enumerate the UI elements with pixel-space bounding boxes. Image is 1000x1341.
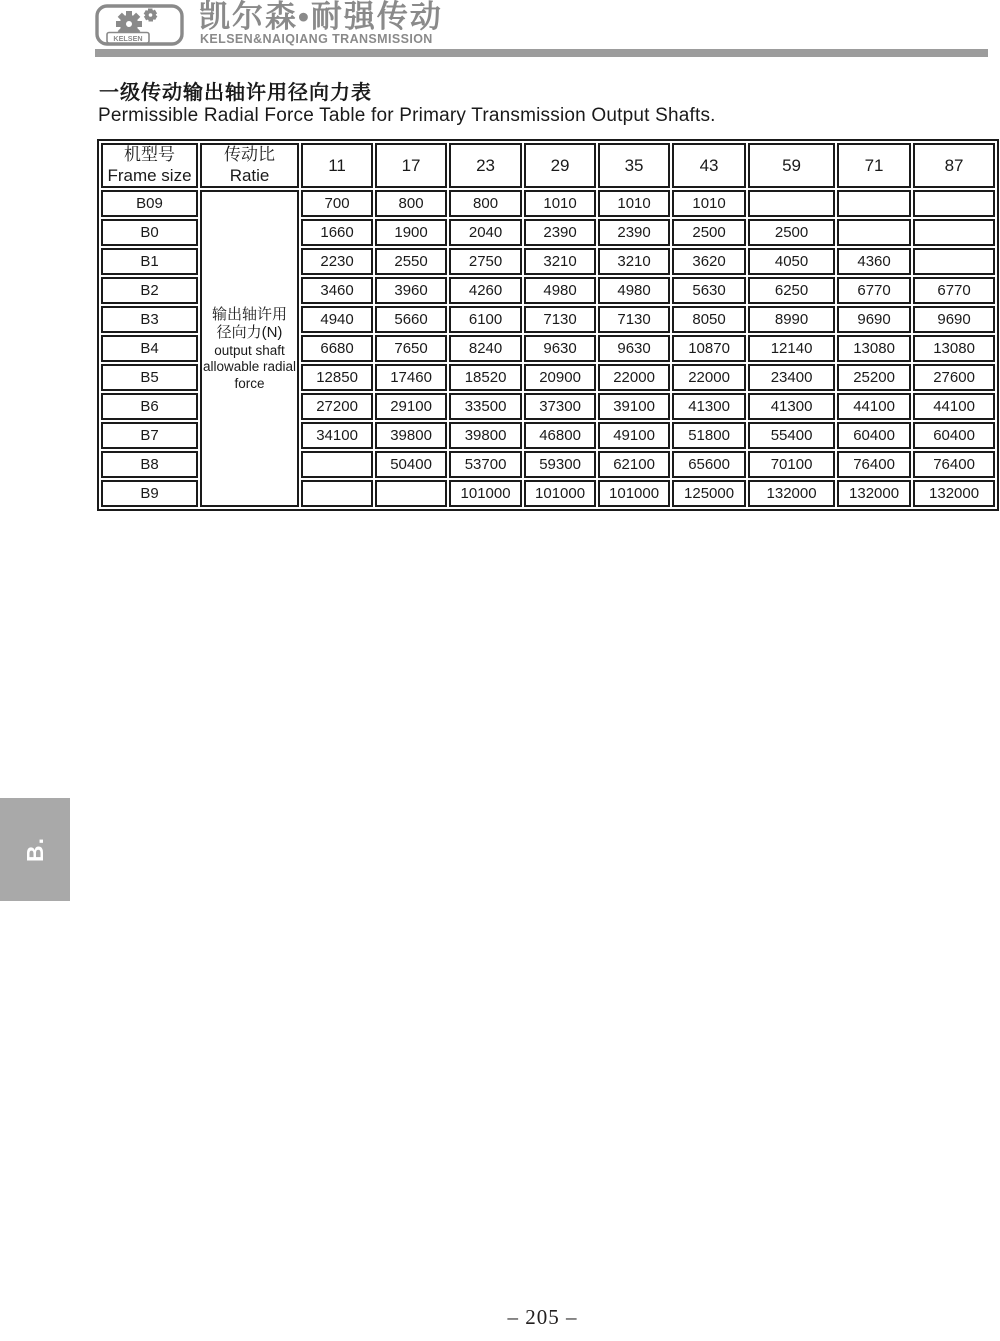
side-index-tab — [0, 798, 70, 901]
ratio-column-header: 23 — [449, 143, 522, 188]
force-value-cell: 7650 — [375, 335, 447, 362]
force-value-cell: 13080 — [913, 335, 995, 362]
section-title-english: Permissible Radial Force Table for Primary Transmission Output Shafts. — [98, 105, 716, 126]
force-value-cell: 9690 — [913, 306, 995, 333]
force-value-cell — [913, 248, 995, 275]
force-value-cell: 29100 — [375, 393, 447, 420]
side-tab-label: B. — [21, 837, 48, 862]
force-value-cell: 6100 — [449, 306, 522, 333]
force-value-cell — [913, 190, 995, 217]
frame-size-cell: B6 — [101, 393, 198, 420]
force-value-cell: 1010 — [598, 190, 670, 217]
force-value-cell: 2390 — [524, 219, 596, 246]
force-value-cell: 8990 — [748, 306, 835, 333]
gears-logo-icon — [95, 4, 184, 46]
merged-cell-line: 径向力(N) — [216, 324, 283, 342]
force-value-cell: 25200 — [837, 364, 911, 391]
ratio-header-cn: 传动比 — [224, 145, 276, 164]
force-value-cell: 7130 — [598, 306, 670, 333]
force-value-cell: 101000 — [598, 480, 670, 507]
frame-size-header-en: Frame size — [107, 165, 192, 185]
frame-size-cell: B09 — [101, 190, 198, 217]
force-value-cell: 17460 — [375, 364, 447, 391]
frame-size-cell: B7 — [101, 422, 198, 449]
force-value-cell: 39800 — [375, 422, 447, 449]
force-value-cell: 55400 — [748, 422, 835, 449]
section-title-chinese: 一级传动输出轴许用径向力表 — [99, 82, 372, 104]
force-value-cell: 27600 — [913, 364, 995, 391]
force-value-cell: 9690 — [837, 306, 911, 333]
force-value-cell: 20900 — [524, 364, 596, 391]
force-value-cell: 44100 — [913, 393, 995, 420]
company-logo — [95, 4, 184, 46]
force-value-cell: 65600 — [672, 451, 746, 478]
force-value-cell: 6250 — [748, 277, 835, 304]
ratio-column-header: 11 — [301, 143, 373, 188]
force-value-cell: 3960 — [375, 277, 447, 304]
force-value-cell — [748, 190, 835, 217]
force-value-cell: 5630 — [672, 277, 746, 304]
force-value-cell: 60400 — [913, 422, 995, 449]
force-value-cell: 62100 — [598, 451, 670, 478]
force-value-cell: 76400 — [837, 451, 911, 478]
force-value-cell: 132000 — [837, 480, 911, 507]
force-value-cell: 3210 — [598, 248, 670, 275]
force-value-cell: 41300 — [672, 393, 746, 420]
force-value-cell: 4050 — [748, 248, 835, 275]
force-value-cell: 1010 — [524, 190, 596, 217]
force-value-cell: 3210 — [524, 248, 596, 275]
force-value-cell: 6680 — [301, 335, 373, 362]
ratio-column-header: 71 — [837, 143, 911, 188]
brand-name-chinese: 凯尔森•耐强传动 — [199, 0, 443, 34]
force-value-cell: 2230 — [301, 248, 373, 275]
force-value-cell: 1010 — [672, 190, 746, 217]
table-body — [101, 190, 995, 507]
merged-cell-line: 输出轴许用 — [212, 305, 288, 323]
force-value-cell: 2750 — [449, 248, 522, 275]
force-value-cell: 9630 — [598, 335, 670, 362]
force-value-cell: 2550 — [375, 248, 447, 275]
force-value-cell: 10870 — [672, 335, 746, 362]
force-value-cell: 22000 — [672, 364, 746, 391]
force-value-cell: 8240 — [449, 335, 522, 362]
force-value-cell: 125000 — [672, 480, 746, 507]
frame-size-cell: B8 — [101, 451, 198, 478]
force-value-cell: 4980 — [524, 277, 596, 304]
force-value-cell: 6770 — [837, 277, 911, 304]
force-value-cell: 2500 — [672, 219, 746, 246]
force-value-cell: 53700 — [449, 451, 522, 478]
force-value-cell: 27200 — [301, 393, 373, 420]
ratio-column-header: 59 — [748, 143, 835, 188]
ratio-column-header: 35 — [598, 143, 670, 188]
force-value-cell: 39800 — [449, 422, 522, 449]
force-value-cell — [301, 451, 373, 478]
frame-size-cell: B2 — [101, 277, 198, 304]
ratio-header-en: Ratie — [229, 165, 270, 185]
frame-size-cell: B9 — [101, 480, 198, 507]
force-value-cell: 1660 — [301, 219, 373, 246]
force-value-cell: 70100 — [748, 451, 835, 478]
force-value-cell: 700 — [301, 190, 373, 217]
force-value-cell: 59300 — [524, 451, 596, 478]
header-divider-bar — [95, 49, 988, 57]
force-value-cell: 46800 — [524, 422, 596, 449]
frame-size-cell: B1 — [101, 248, 198, 275]
force-value-cell: 76400 — [913, 451, 995, 478]
ratio-column-header: 43 — [672, 143, 746, 188]
brand-name-english: KELSEN&NAIQIANG TRANSMISSION — [200, 32, 433, 46]
force-value-cell: 7130 — [524, 306, 596, 333]
force-value-cell: 41300 — [748, 393, 835, 420]
force-value-cell: 39100 — [598, 393, 670, 420]
force-value-cell: 49100 — [598, 422, 670, 449]
force-value-cell: 132000 — [748, 480, 835, 507]
ratio-column-header: 29 — [524, 143, 596, 188]
frame-size-header — [101, 143, 198, 188]
page-number: – 205 – — [507, 1305, 578, 1329]
table-row — [101, 190, 995, 217]
force-value-cell: 60400 — [837, 422, 911, 449]
force-value-cell: 800 — [375, 190, 447, 217]
frame-size-cell: B0 — [101, 219, 198, 246]
force-value-cell: 5660 — [375, 306, 447, 333]
force-value-cell: 101000 — [524, 480, 596, 507]
force-value-cell: 50400 — [375, 451, 447, 478]
force-value-cell: 6770 — [913, 277, 995, 304]
force-value-cell — [375, 480, 447, 507]
force-value-cell: 23400 — [748, 364, 835, 391]
force-value-cell: 18520 — [449, 364, 522, 391]
merged-cell-line: allowable radial — [203, 359, 297, 375]
force-value-cell: 1900 — [375, 219, 447, 246]
allowable-radial-force-label-cell — [200, 190, 299, 507]
force-value-cell: 4360 — [837, 248, 911, 275]
force-value-cell: 132000 — [913, 480, 995, 507]
force-value-cell: 800 — [449, 190, 522, 217]
force-value-cell: 4260 — [449, 277, 522, 304]
force-value-cell: 33500 — [449, 393, 522, 420]
force-value-cell: 4940 — [301, 306, 373, 333]
frame-size-header-cn: 机型号 — [124, 145, 175, 164]
merged-cell-line: force — [234, 375, 265, 391]
ratio-column-header: 17 — [375, 143, 447, 188]
force-value-cell: 3460 — [301, 277, 373, 304]
force-value-cell: 12850 — [301, 364, 373, 391]
force-value-cell: 2500 — [748, 219, 835, 246]
force-value-cell: 9630 — [524, 335, 596, 362]
force-value-cell — [837, 219, 911, 246]
table-header-row — [101, 143, 995, 188]
frame-size-cell: B5 — [101, 364, 198, 391]
frame-size-cell: B4 — [101, 335, 198, 362]
force-value-cell: 3620 — [672, 248, 746, 275]
force-value-cell: 22000 — [598, 364, 670, 391]
force-value-cell: 2390 — [598, 219, 670, 246]
force-value-cell: 34100 — [301, 422, 373, 449]
frame-size-cell: B3 — [101, 306, 198, 333]
force-value-cell: 12140 — [748, 335, 835, 362]
force-value-cell — [837, 190, 911, 217]
ratio-column-header: 87 — [913, 143, 995, 188]
radial-force-table — [97, 139, 999, 511]
logo-badge-text: KELSEN — [113, 33, 143, 43]
ratio-header — [200, 143, 299, 188]
force-value-cell — [301, 480, 373, 507]
force-value-cell: 2040 — [449, 219, 522, 246]
force-value-cell: 8050 — [672, 306, 746, 333]
force-value-cell — [913, 219, 995, 246]
force-value-cell: 13080 — [837, 335, 911, 362]
merged-cell-line: output shaft — [214, 342, 285, 358]
force-value-cell: 4980 — [598, 277, 670, 304]
force-value-cell: 101000 — [449, 480, 522, 507]
force-value-cell: 51800 — [672, 422, 746, 449]
force-value-cell: 44100 — [837, 393, 911, 420]
force-value-cell: 37300 — [524, 393, 596, 420]
